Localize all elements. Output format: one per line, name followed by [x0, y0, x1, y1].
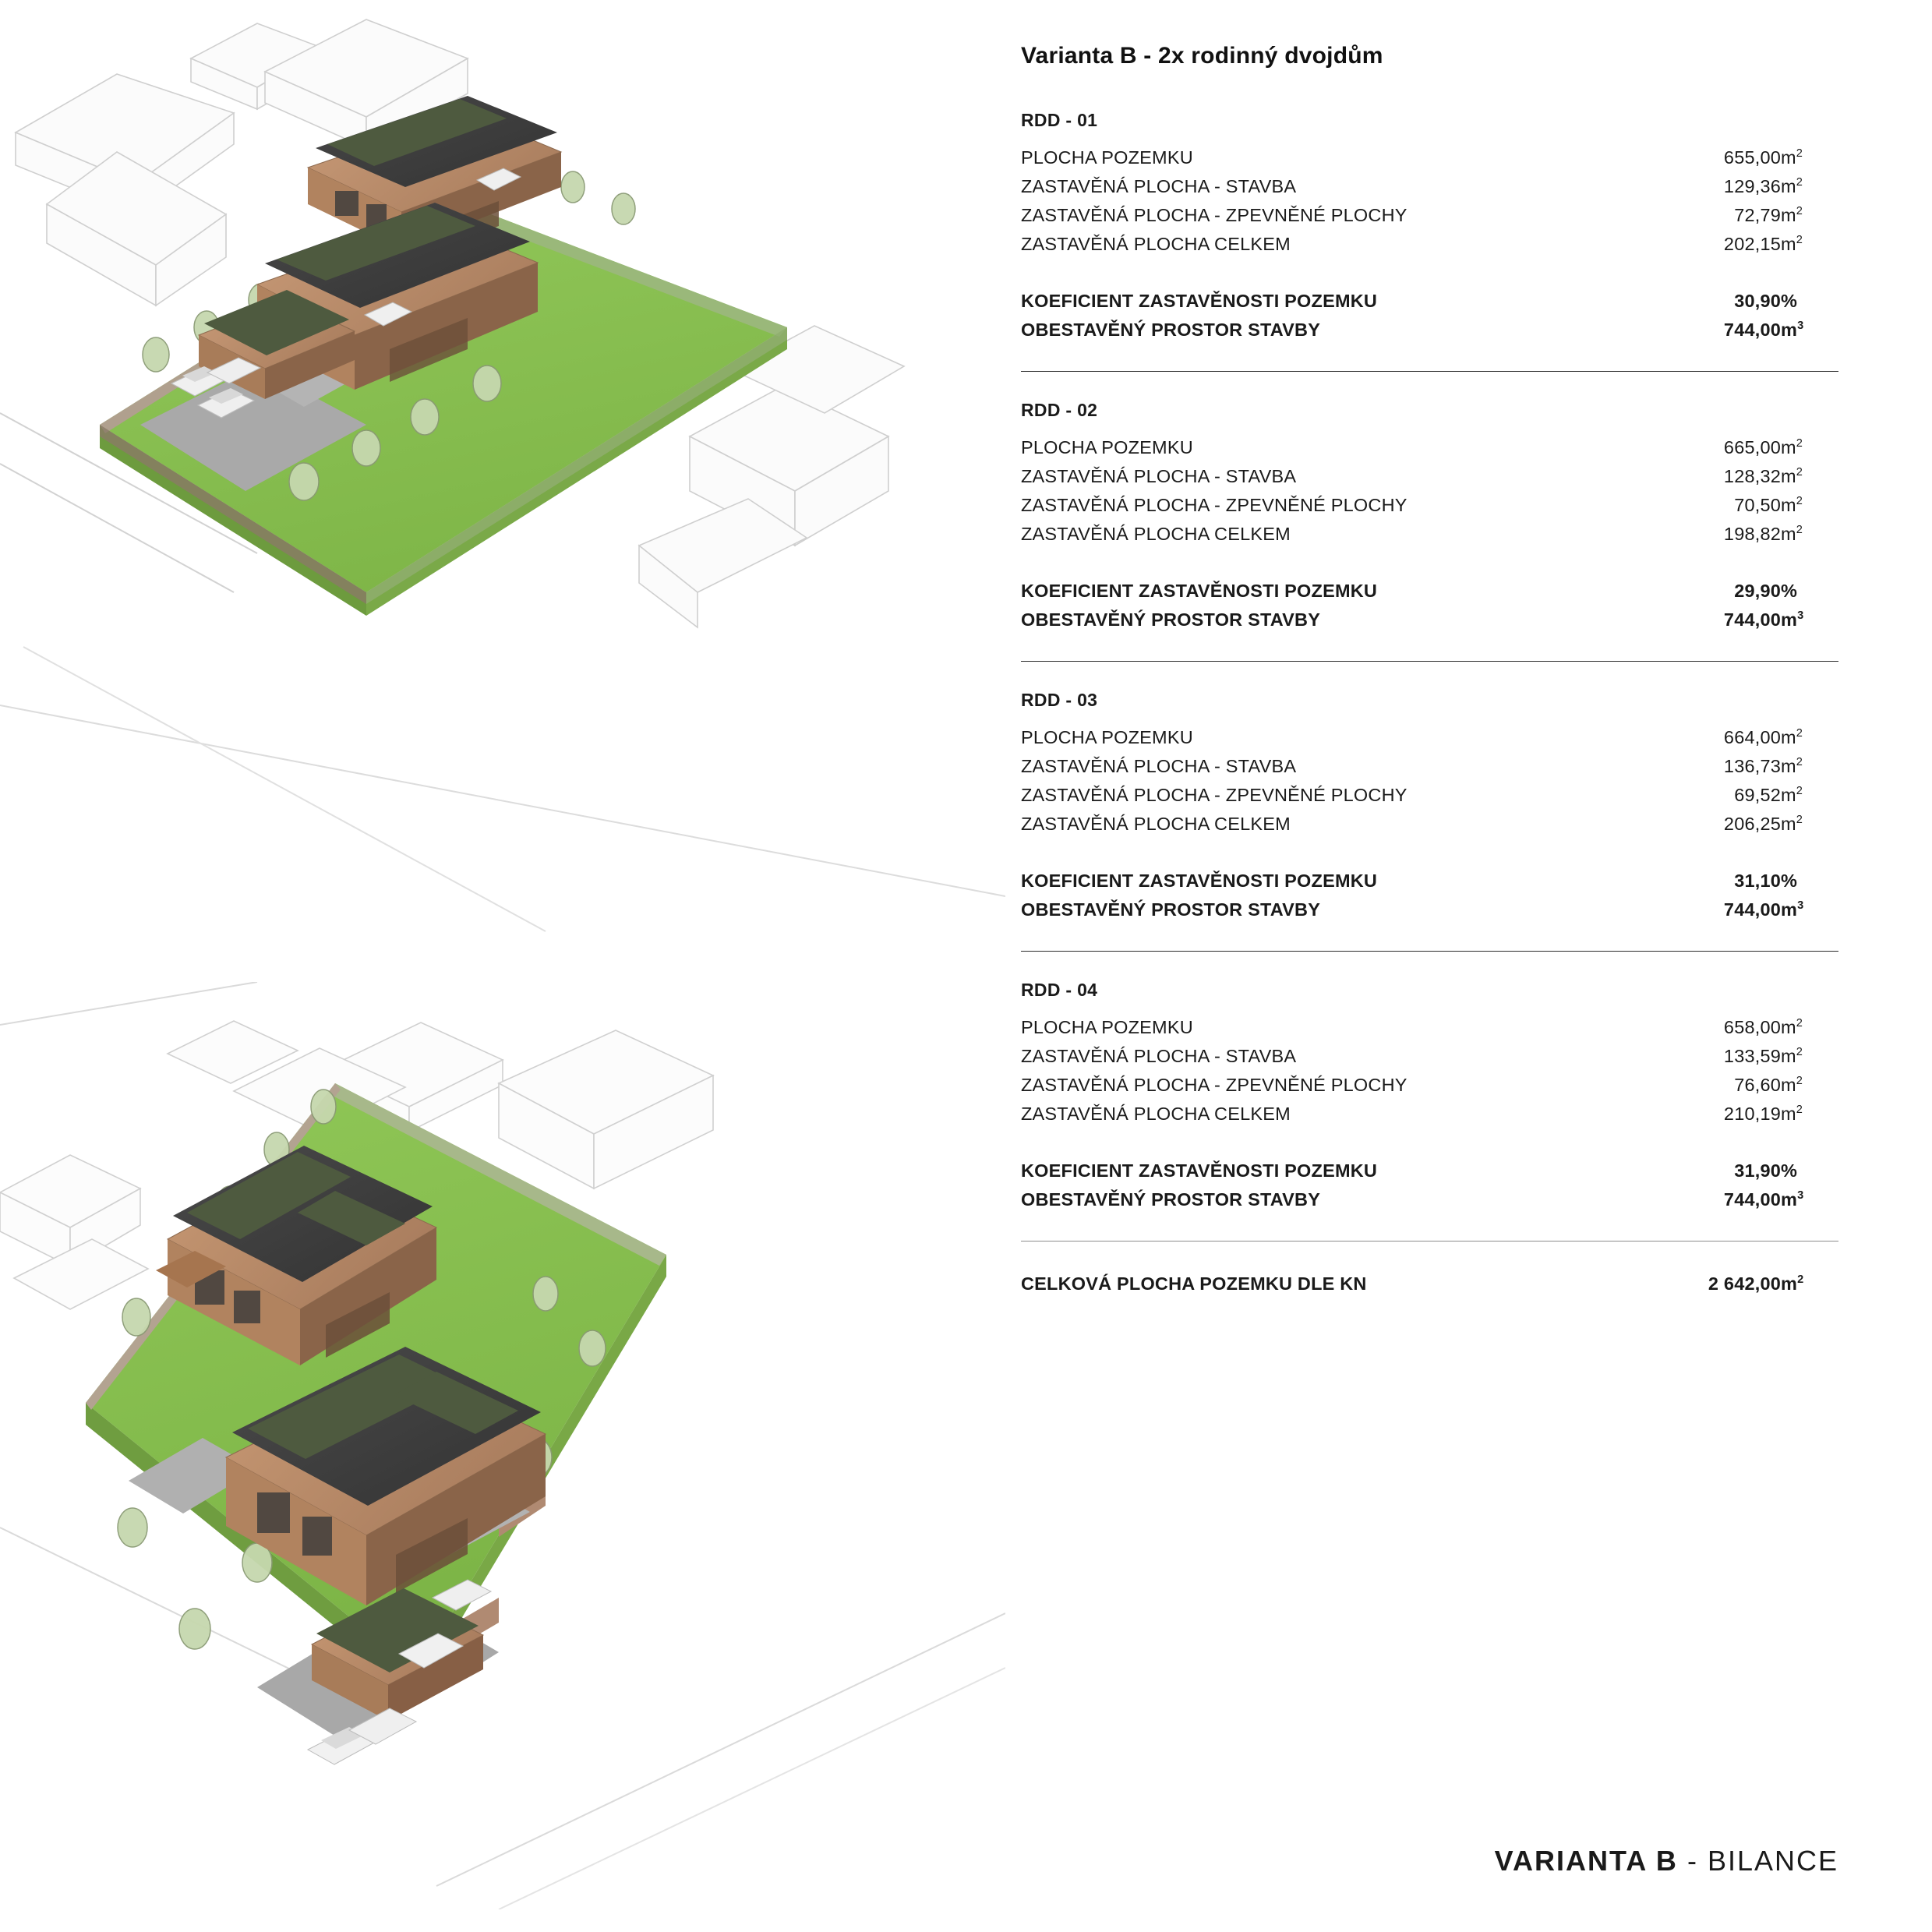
- row-label: OBESTAVĚNÝ PROSTOR STAVBY: [1021, 609, 1321, 630]
- divider: [1021, 661, 1838, 662]
- row-unit: %: [1781, 291, 1798, 311]
- table-row: [1021, 143, 1838, 172]
- row-value: 198,82: [1723, 524, 1781, 544]
- row-value: 72,79: [1734, 205, 1781, 225]
- row-unit: $m^2$: [1781, 205, 1803, 225]
- row-unit: %: [1781, 871, 1798, 891]
- row-value: 31,90: [1734, 1160, 1781, 1181]
- table-row: [1021, 520, 1838, 549]
- row-value: 655,00: [1723, 147, 1781, 168]
- sheet-footer: [1495, 1845, 1838, 1877]
- row-unit: $m^3$: [1781, 899, 1804, 920]
- values-table: [1021, 143, 1838, 344]
- row-value: 206,25: [1723, 814, 1781, 834]
- row-label: PLOCHA POZEMKU: [1021, 727, 1193, 747]
- table-row-summary: [1021, 287, 1838, 316]
- table-row-summary: [1021, 895, 1838, 924]
- block-rdd-04: [1021, 980, 1838, 1214]
- row-unit: $m^2$: [1781, 437, 1803, 457]
- table-row-summary: [1021, 1185, 1838, 1214]
- row-label: PLOCHA POZEMKU: [1021, 1017, 1193, 1037]
- row-unit: $m^2$: [1781, 1104, 1803, 1124]
- row-unit: $m^2$: [1781, 466, 1803, 486]
- block-rdd-02: [1021, 400, 1838, 634]
- row-label: OBESTAVĚNÝ PROSTOR STAVBY: [1021, 1189, 1321, 1210]
- values-table: [1021, 433, 1838, 634]
- row-label: ZASTAVĚNÁ PLOCHA - ZPEVNĚNÉ PLOCHY: [1021, 1075, 1407, 1095]
- row-unit: $m^2$: [1781, 1046, 1803, 1066]
- table-row-summary: [1021, 577, 1838, 606]
- row-label: OBESTAVĚNÝ PROSTOR STAVBY: [1021, 320, 1321, 340]
- row-label: ZASTAVĚNÁ PLOCHA - STAVBA: [1021, 466, 1297, 486]
- row-label: KOEFICIENT ZASTAVĚNOSTI POZEMKU: [1021, 581, 1378, 601]
- table-row-summary: [1021, 606, 1838, 634]
- aerial-view-top: [0, 0, 1005, 959]
- table-row-summary: [1021, 316, 1838, 344]
- row-unit: $m^2$: [1781, 1017, 1803, 1037]
- divider: [1021, 371, 1838, 372]
- row-value: 744,00: [1723, 609, 1781, 630]
- values-table: [1021, 723, 1838, 924]
- table-row: [1021, 491, 1838, 520]
- row-unit: $m^2$: [1781, 524, 1803, 544]
- block-title: RDD - 02: [1021, 400, 1098, 420]
- spacer-row: [1021, 549, 1838, 577]
- block-rdd-03: [1021, 690, 1838, 924]
- row-label: ZASTAVĚNÁ PLOCHA - STAVBA: [1021, 756, 1297, 776]
- row-label: KOEFICIENT ZASTAVĚNOSTI POZEMKU: [1021, 1160, 1378, 1181]
- row-label: ZASTAVĚNÁ PLOCHA CELKEM: [1021, 524, 1291, 544]
- table-row: [1021, 201, 1838, 230]
- footer-subtitle: - BILANCE: [1687, 1845, 1838, 1877]
- divider: [1021, 951, 1838, 952]
- table-row: [1021, 1042, 1838, 1071]
- block-title: RDD - 01: [1021, 110, 1098, 130]
- row-label: ZASTAVĚNÁ PLOCHA - STAVBA: [1021, 1046, 1297, 1066]
- total-value: 2 642,00: [1708, 1273, 1781, 1294]
- table-row-total: [1021, 1270, 1838, 1298]
- table-row: [1021, 723, 1838, 752]
- row-value: 202,15: [1723, 234, 1781, 254]
- block-total: [1021, 1270, 1838, 1298]
- row-value: 664,00: [1723, 727, 1781, 747]
- block-title: RDD - 03: [1021, 690, 1098, 710]
- table-row: [1021, 1013, 1838, 1042]
- row-label: PLOCHA POZEMKU: [1021, 437, 1193, 457]
- row-unit: $m^2$: [1781, 495, 1803, 515]
- row-unit: %: [1781, 1160, 1798, 1181]
- row-value: 744,00: [1723, 320, 1781, 340]
- row-label: PLOCHA POZEMKU: [1021, 147, 1193, 168]
- total-table: [1021, 1270, 1838, 1298]
- total-unit: $m^2$: [1781, 1273, 1804, 1294]
- row-unit: $m^2$: [1781, 1075, 1803, 1095]
- balance-table-column: [1005, 0, 1932, 1932]
- row-label: ZASTAVĚNÁ PLOCHA - STAVBA: [1021, 176, 1297, 196]
- row-value: 129,36: [1723, 176, 1781, 196]
- row-value: 744,00: [1723, 899, 1781, 920]
- table-row: [1021, 810, 1838, 839]
- row-label: ZASTAVĚNÁ PLOCHA CELKEM: [1021, 814, 1291, 834]
- block-title: RDD - 04: [1021, 980, 1098, 1000]
- row-unit: $m^3$: [1781, 1189, 1804, 1210]
- row-unit: $m^2$: [1781, 234, 1803, 254]
- row-unit: $m^2$: [1781, 727, 1803, 747]
- row-label: ZASTAVĚNÁ PLOCHA CELKEM: [1021, 234, 1291, 254]
- table-row: [1021, 1071, 1838, 1100]
- table-row: [1021, 752, 1838, 781]
- table-row: [1021, 433, 1838, 462]
- row-unit: $m^2$: [1781, 785, 1803, 805]
- row-unit: $m^2$: [1781, 814, 1803, 834]
- row-value: 658,00: [1723, 1017, 1781, 1037]
- row-value: 133,59: [1723, 1046, 1781, 1066]
- row-value: 128,32: [1723, 466, 1781, 486]
- row-label: ZASTAVĚNÁ PLOCHA - ZPEVNĚNÉ PLOCHY: [1021, 495, 1407, 515]
- row-value: 70,50: [1734, 495, 1781, 515]
- aerial-view-bottom: [0, 982, 1005, 1909]
- block-rdd-01: [1021, 110, 1838, 344]
- spacer-row: [1021, 259, 1838, 287]
- spacer-row: [1021, 839, 1838, 867]
- page-title: Varianta B - 2x rodinný dvojdům: [1021, 43, 1383, 69]
- row-value: 30,90: [1734, 291, 1781, 311]
- row-label: OBESTAVĚNÝ PROSTOR STAVBY: [1021, 899, 1321, 920]
- table-row-summary: [1021, 1157, 1838, 1185]
- row-label: KOEFICIENT ZASTAVĚNOSTI POZEMKU: [1021, 871, 1378, 891]
- total-label: CELKOVÁ PLOCHA POZEMKU DLE KN: [1021, 1273, 1367, 1294]
- table-row: [1021, 230, 1838, 259]
- row-unit: $m^2$: [1781, 756, 1803, 776]
- row-label: ZASTAVĚNÁ PLOCHA - ZPEVNĚNÉ PLOCHY: [1021, 205, 1407, 225]
- row-value: 744,00: [1723, 1189, 1781, 1210]
- row-unit: $m^3$: [1781, 609, 1804, 630]
- row-value: 210,19: [1723, 1104, 1781, 1124]
- row-value: 665,00: [1723, 437, 1781, 457]
- row-unit: %: [1781, 581, 1798, 601]
- row-label: ZASTAVĚNÁ PLOCHA - ZPEVNĚNÉ PLOCHY: [1021, 785, 1407, 805]
- row-unit: $m^3$: [1781, 320, 1804, 340]
- table-row-summary: [1021, 867, 1838, 895]
- footer-variant: VARIANTA B: [1494, 1845, 1678, 1877]
- row-value: 29,90: [1734, 581, 1781, 601]
- row-label: KOEFICIENT ZASTAVĚNOSTI POZEMKU: [1021, 291, 1378, 311]
- table-row: [1021, 1100, 1838, 1128]
- row-value: 136,73: [1723, 756, 1781, 776]
- row-unit: $m^2$: [1781, 147, 1803, 168]
- row-value: 69,52: [1734, 785, 1781, 805]
- row-value: 31,10: [1734, 871, 1781, 891]
- spacer-row: [1021, 1128, 1838, 1157]
- values-table: [1021, 1013, 1838, 1214]
- row-unit: $m^2$: [1781, 176, 1803, 196]
- table-row: [1021, 781, 1838, 810]
- row-label: ZASTAVĚNÁ PLOCHA CELKEM: [1021, 1104, 1291, 1124]
- row-value: 76,60: [1734, 1075, 1781, 1095]
- table-row: [1021, 462, 1838, 491]
- table-row: [1021, 172, 1838, 201]
